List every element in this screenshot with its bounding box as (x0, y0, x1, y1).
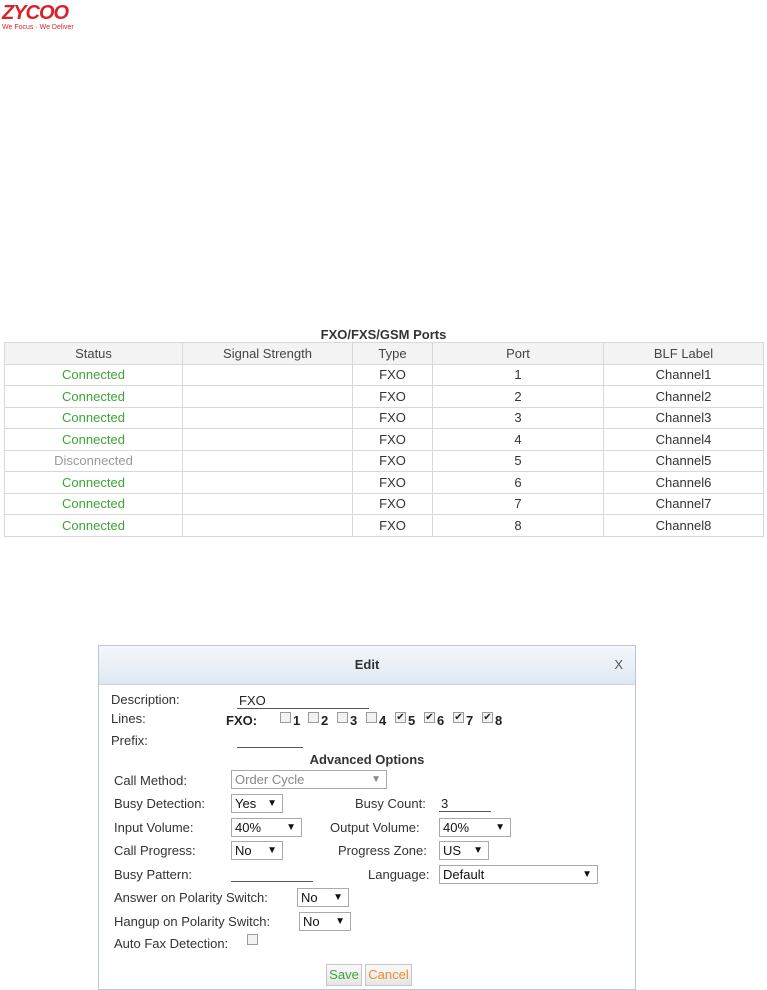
description-label: Description: (111, 692, 180, 707)
table-row (5, 407, 764, 429)
type-cell: FXO (353, 515, 433, 537)
chevron-down-icon: ▼ (267, 798, 277, 809)
line-number-1: 1 (293, 713, 301, 728)
chevron-down-icon: ▼ (335, 916, 345, 927)
signal-cell (183, 364, 353, 386)
input-volume-value: 40% (235, 820, 262, 835)
line-checkbox-2[interactable] (308, 712, 319, 723)
busy-count-input[interactable] (439, 796, 491, 812)
line-number-7: 7 (466, 713, 474, 728)
save-button[interactable]: Save (326, 964, 362, 986)
chevron-down-icon: ▼ (286, 822, 296, 833)
line-checkbox-5[interactable]: ✔ (396, 712, 405, 723)
blf-cell: Channel3 (604, 407, 764, 429)
busy-pattern-input[interactable] (231, 866, 313, 882)
output-volume-select[interactable] (439, 818, 511, 837)
busy-detection-value: Yes (235, 796, 257, 811)
chevron-down-icon: ▼ (473, 845, 483, 856)
prefix-input[interactable] (237, 732, 303, 748)
status-cell: Connected (5, 386, 183, 408)
port-cell: 4 (433, 429, 604, 451)
advanced-options-heading: Advanced Options (309, 752, 425, 767)
answer-polarity-label: Answer on Polarity Switch: (114, 890, 268, 905)
logo-wordmark: ZYCOO (2, 2, 69, 24)
lines-label: Lines: (111, 711, 146, 726)
status-cell: Connected (5, 493, 183, 515)
description-input[interactable] (237, 693, 369, 709)
type-cell: FXO (353, 407, 433, 429)
language-value: Default (443, 867, 485, 882)
type-cell: FXO (353, 364, 433, 386)
status-cell: Connected (5, 429, 183, 451)
chevron-down-icon: ▼ (267, 845, 277, 856)
port-cell: 1 (433, 364, 604, 386)
output-volume-label: Output Volume: (330, 820, 420, 835)
table-row (5, 386, 764, 408)
line-checkbox-7[interactable]: ✔ (454, 712, 463, 723)
chevron-down-icon: ▼ (333, 892, 343, 903)
col-port: Port (433, 343, 604, 365)
port-cell: 5 (433, 450, 604, 472)
signal-cell (183, 450, 353, 472)
blf-cell: Channel8 (604, 515, 764, 537)
line-checkbox-6[interactable]: ✔ (425, 712, 434, 723)
type-cell: FXO (353, 386, 433, 408)
port-cell: 8 (433, 515, 604, 537)
blf-cell: Channel6 (604, 472, 764, 494)
language-select[interactable] (439, 865, 598, 884)
blf-cell: Channel2 (604, 386, 764, 408)
blf-cell: Channel4 (604, 429, 764, 451)
line-checkbox-3[interactable] (337, 712, 348, 723)
busy-detection-select[interactable] (231, 794, 283, 813)
type-cell: FXO (353, 493, 433, 515)
signal-cell (183, 407, 353, 429)
call-progress-select[interactable] (231, 841, 283, 860)
status-cell: Connected (5, 472, 183, 494)
status-cell: Connected (5, 515, 183, 537)
table-row (5, 472, 764, 494)
status-cell: Connected (5, 364, 183, 386)
port-cell: 2 (433, 386, 604, 408)
call-method-value: Order Cycle (235, 772, 305, 787)
language-label: Language: (368, 867, 430, 882)
table-row (5, 450, 764, 472)
dialog-header (99, 646, 635, 685)
hangup-polarity-label: Hangup on Polarity Switch: (114, 914, 271, 929)
chevron-down-icon: ▼ (495, 822, 505, 833)
input-volume-select[interactable] (231, 818, 302, 837)
lines-group-label: FXO: (226, 713, 258, 728)
busy-detection-label: Busy Detection: (114, 796, 206, 811)
type-cell: FXO (353, 472, 433, 494)
signal-cell (183, 386, 353, 408)
line-number-8: 8 (495, 713, 503, 728)
table-row (5, 515, 764, 537)
chevron-down-icon: ▼ (371, 774, 381, 785)
busy-count-label: Busy Count: (355, 796, 426, 811)
line-checkbox-1[interactable] (280, 712, 291, 723)
progress-zone-select[interactable] (439, 841, 489, 860)
progress-zone-label: Progress Zone: (338, 843, 427, 858)
blf-cell: Channel7 (604, 493, 764, 515)
blf-cell: Channel1 (604, 364, 764, 386)
line-number-6: 6 (437, 713, 445, 728)
blf-cell: Channel5 (604, 450, 764, 472)
logo-tagline: We Focus · We Deliver (2, 24, 74, 31)
status-cell: Connected (5, 407, 183, 429)
call-method-label: Call Method: (114, 773, 187, 788)
chevron-down-icon: ▼ (582, 869, 592, 880)
zycoo-logo (2, 2, 92, 34)
table-row (5, 429, 764, 451)
prefix-label: Prefix: (111, 733, 148, 748)
edit-dialog (98, 645, 636, 990)
status-cell: Disconnected (5, 450, 183, 472)
ports-table-header (5, 343, 764, 365)
type-cell: FXO (353, 429, 433, 451)
line-checkbox-4[interactable] (366, 712, 377, 723)
ports-table-title: FXO/FXS/GSM Ports (320, 327, 447, 342)
line-number-2: 2 (321, 713, 329, 728)
input-volume-label: Input Volume: (114, 820, 194, 835)
line-checkbox-8[interactable]: ✔ (483, 712, 492, 723)
line-number-5: 5 (408, 713, 416, 728)
table-row (5, 364, 764, 386)
signal-cell (183, 515, 353, 537)
col-signal-strength: Signal Strength (183, 343, 353, 365)
call-progress-label: Call Progress: (114, 843, 196, 858)
ports-table (4, 342, 764, 537)
dialog-title: Edit (354, 657, 380, 672)
hangup-polarity-select[interactable] (299, 912, 351, 931)
port-cell: 6 (433, 472, 604, 494)
cancel-button[interactable]: Cancel (365, 964, 412, 986)
answer-polarity-select[interactable] (297, 888, 349, 907)
close-icon[interactable]: X (614, 657, 623, 672)
col-blf-label: BLF Label (604, 343, 764, 365)
type-cell: FXO (353, 450, 433, 472)
output-volume-value: 40% (443, 820, 470, 835)
progress-zone-value: US (443, 843, 462, 858)
port-cell: 7 (433, 493, 604, 515)
signal-cell (183, 429, 353, 451)
busy-pattern-label: Busy Pattern: (114, 867, 193, 882)
answer-polarity-value: No (301, 890, 318, 905)
signal-cell (183, 493, 353, 515)
col-type: Type (353, 343, 433, 365)
hangup-polarity-value: No (303, 914, 320, 929)
col-status: Status (5, 343, 183, 365)
call-progress-value: No (235, 843, 252, 858)
table-row (5, 493, 764, 515)
line-number-4: 4 (379, 713, 387, 728)
signal-cell (183, 472, 353, 494)
port-cell: 3 (433, 407, 604, 429)
auto-fax-label: Auto Fax Detection: (114, 936, 229, 951)
call-method-select[interactable] (231, 770, 387, 789)
line-number-3: 3 (350, 713, 358, 728)
auto-fax-checkbox[interactable] (247, 934, 258, 945)
